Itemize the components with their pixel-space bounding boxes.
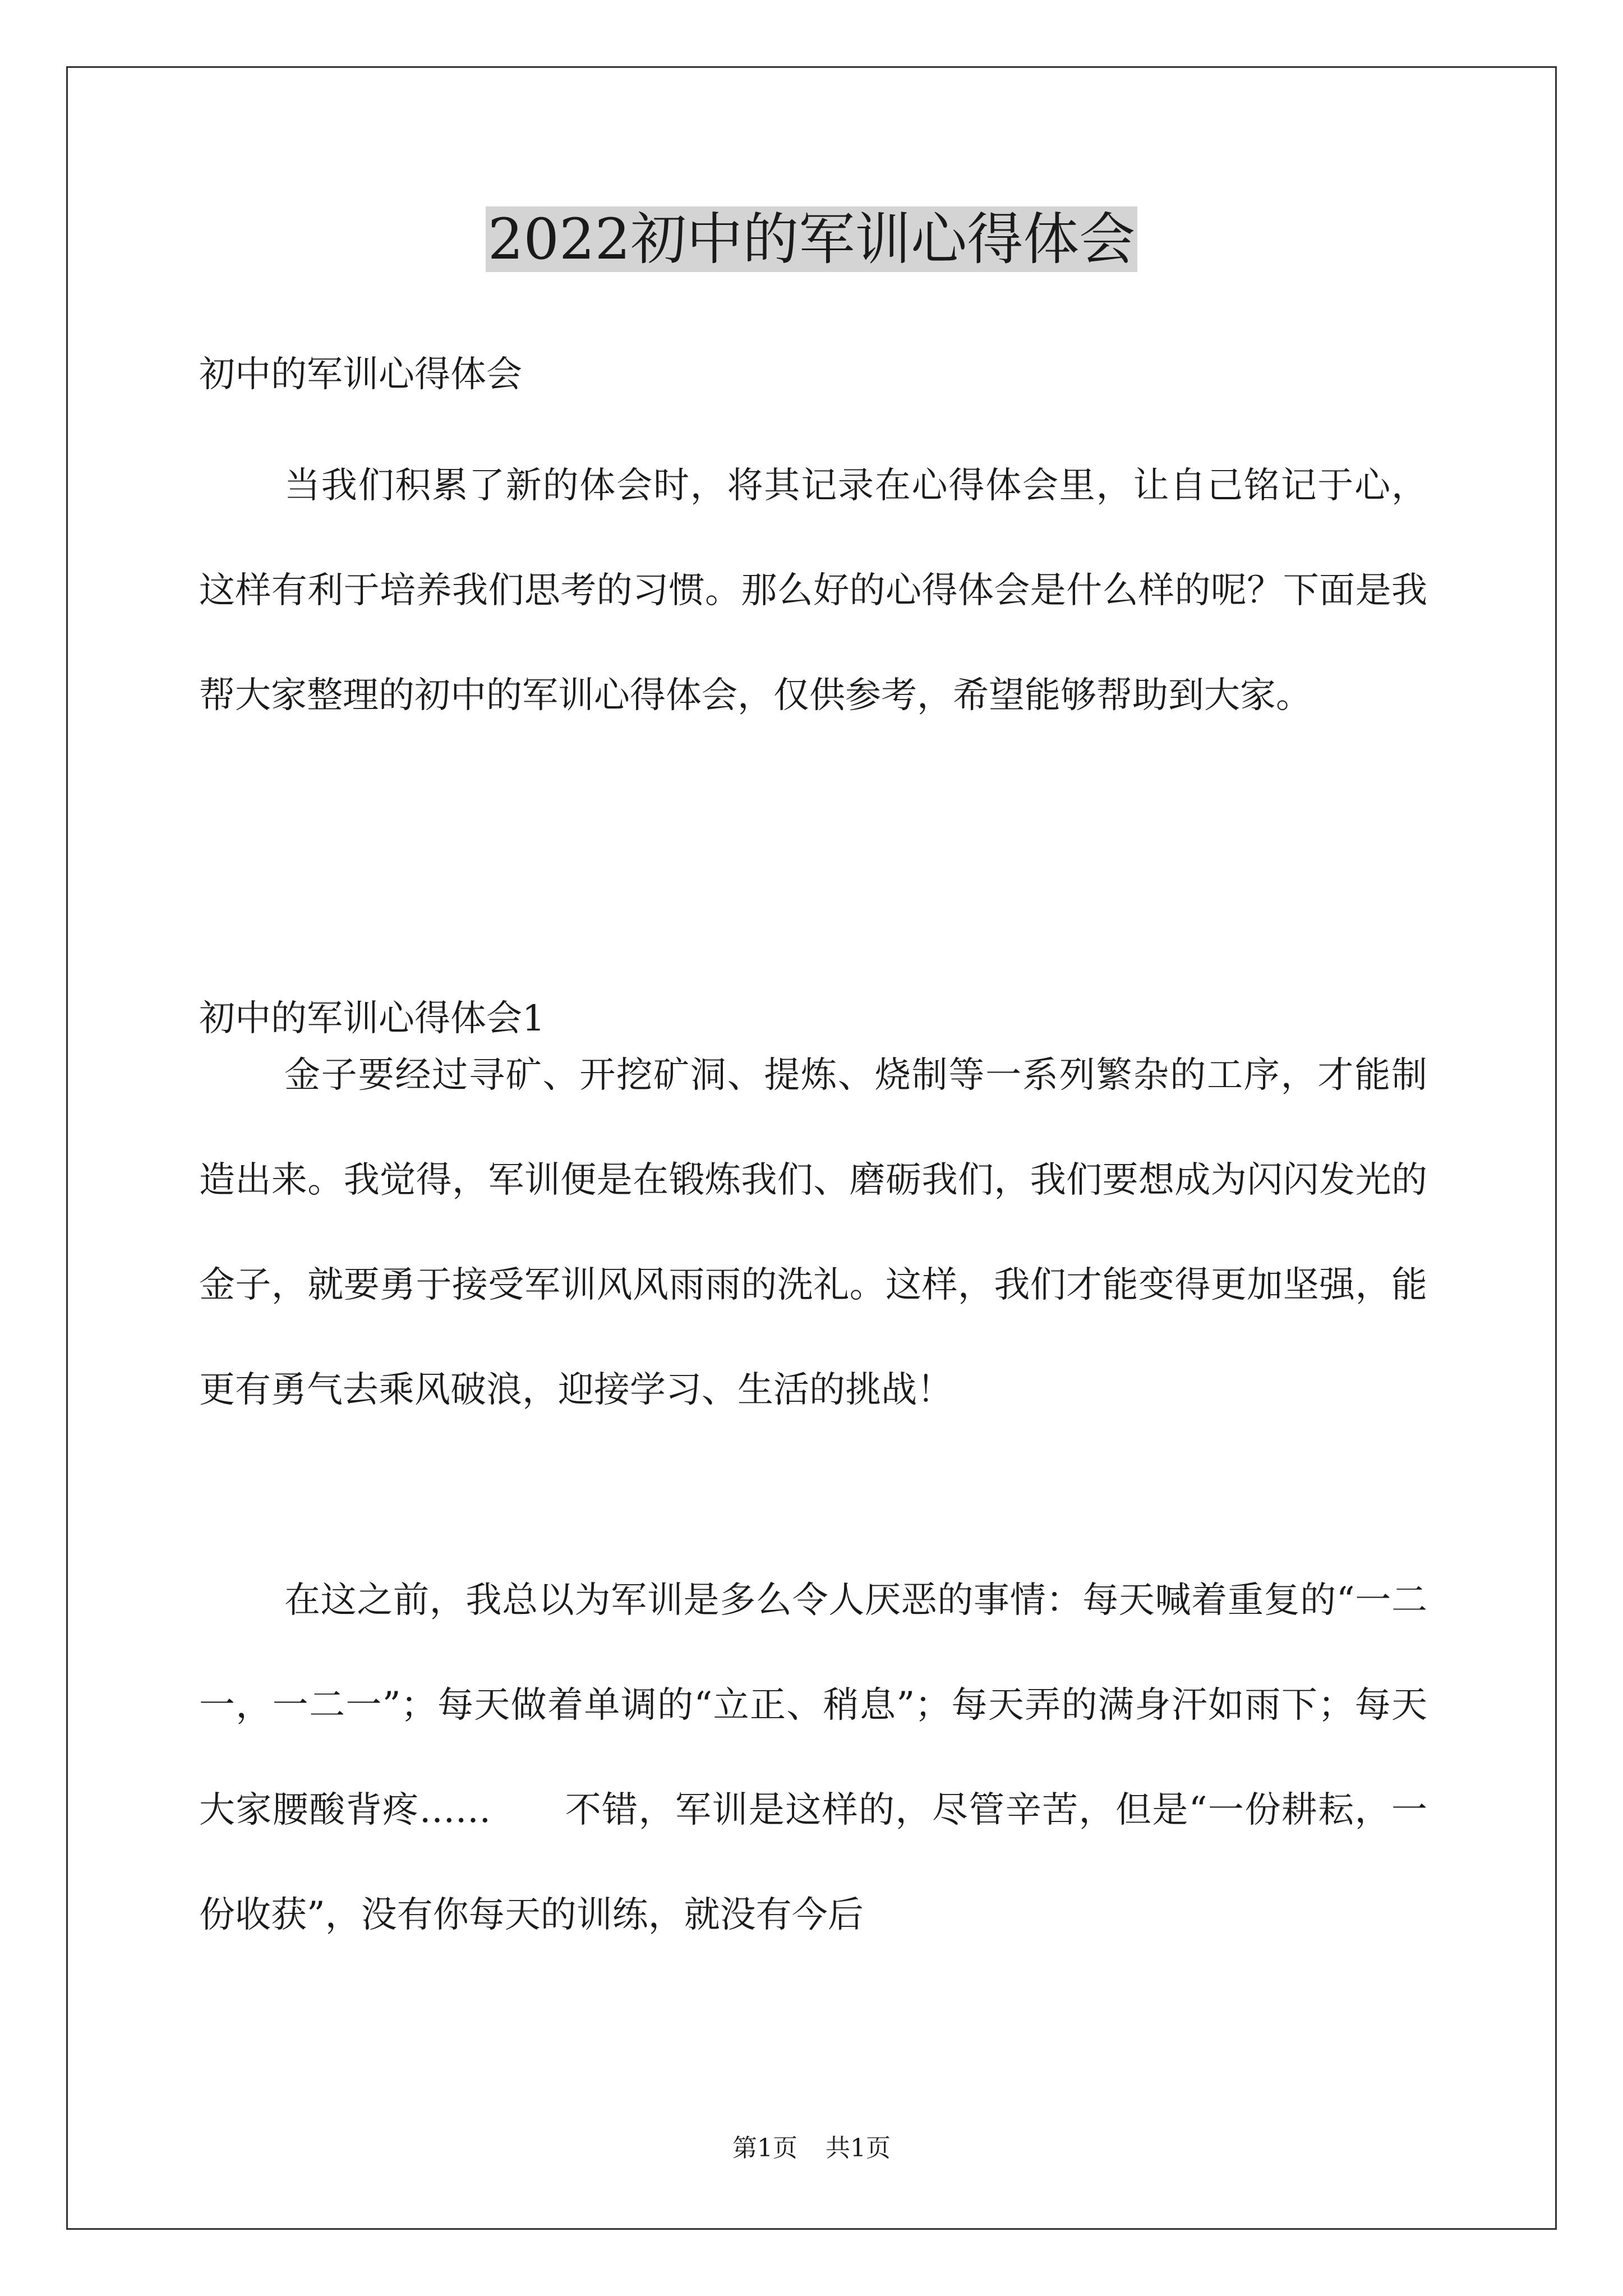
page-footer — [0, 2132, 1623, 2165]
section-paragraph-2: 在这之前，我总以为军训是多么令人厌恶的事情：每天喊着重复的“一二一，一二一”；每天做着单调的“立正、稍息”；每天弄的满身汗如雨下；每天大家腰酸背疼…… 不错，军训是这样的，尽管辛苦，但是“一份耕耘，一份收获”，没有你每天的训练，就没有今后 — [199, 1580, 1427, 1936]
document-title — [0, 203, 1623, 276]
intro-heading: 初中的军训心得体会 — [199, 354, 522, 395]
document-title-text: 2022初中的军训心得体会 — [486, 206, 1138, 272]
page-total: 共1页 — [826, 2134, 891, 2162]
page-number: 第1页 — [732, 2134, 797, 2162]
section-heading: 初中的军训心得体会1 — [199, 998, 545, 1039]
intro-paragraph: 当我们积累了新的体会时，将其记录在心得体会里，让自己铭记于心，这样有利于培养我们思考的习惯。那么好的心得体会是什么样的呢？下面是我帮大家整理的初中的军训心得体会，仅供参考，希望能够帮助到大家。 — [199, 465, 1427, 716]
section-paragraph-1: 金子要经过寻矿、开挖矿洞、提炼、烧制等一系列繁杂的工序，才能制造出来。我觉得，军训便是在锻炼我们、磨砺我们，我们要想成为闪闪发光的金子，就要勇于接受军训风风雨雨的洗礼。这样，我们才能变得更加坚强，能更有勇气去乘风破浪，迎接学习、生活的挑战！ — [199, 1055, 1427, 1411]
